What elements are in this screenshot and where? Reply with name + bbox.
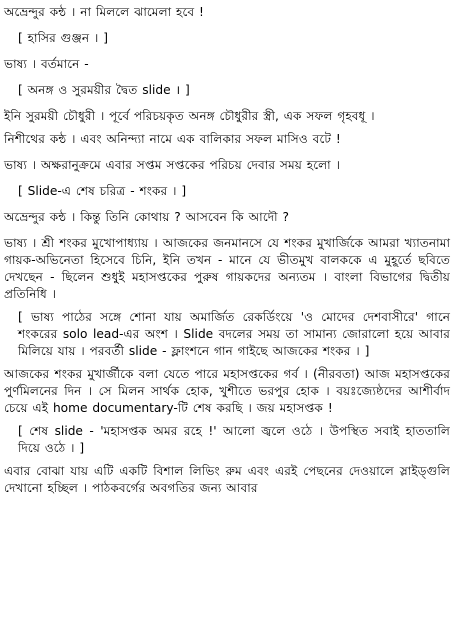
script-paragraph: অভ্রেন্দুর কন্ঠ । না মিললে ঝামেলা হবে ! — [4, 5, 204, 19]
script-paragraph: আজকের শংকর মুখার্জীকে বলা যেতে পারে মহাসপ্তকের গর্ব । (নীরবতা) আজ মহাসপ্তকের পুর্ণমিলনের দিন । সে মিলন সার্থক হোক, খুশীতে ভরপুর হোক । বয়ঃজ্যেষ্ঠদের আশীর্বাদ চেয়ে এই home documentary-টি শেষ করছি । জয় মহাসপ্তক ! — [4, 367, 450, 415]
stage-direction: [ অনঙ্গ ও সুরময়ীর দ্বৈত slide । ] — [18, 83, 190, 97]
script-paragraph: ইনি সুরময়ী চৌধুরী । পূর্বে পরিচয়কৃত অনঙ্গ চৌধুরীর স্ত্রী, এক সফল গৃহবধূ । — [4, 109, 375, 123]
stage-direction: [ শেষ slide - 'মহাসপ্তক অমর রহে !' আলো জ্বলে ওঠে । উপস্থিত সবাই হাততালি দিয়ে ওঠে । ] — [18, 424, 450, 455]
stage-direction: [ ভাষ্য পাঠের সঙ্গে শোনা যায় অমার্জিত রেকর্ডিংয়ে 'ও মোদের দেশবাসীরে' গানে শংকরের solo lead-এর অংশ । Slide বদলের সময় তা সামান্য জোরালো হয়ে আবার মিলিয়ে যায় । পরবর্তী slide - ফ্লাংশনে গান গাইছে আজকের শংকর । ] — [18, 310, 450, 358]
script-paragraph: নিশীথের কন্ঠ । এবং অনিন্দ্যা নামে এক বালিকার সফল মাসিও বটে ! — [4, 132, 341, 146]
script-paragraph: ভাষ্য । শ্রী শংকর মুখোপাধ্যায় । আজকের জনমানসে যে শংকর মুখার্জিকে আমরা খ্যাতনামা গায়ক-অভিনেতা হিসেবে চিনি, ইনি তখন - মানে যে ভীতমুখ বালককে এ মুহূর্তে ছবিতে দেখছেন - ছিলেন শুধুই মহাসপ্তকের পুরুষ গায়কদের অন্যতম । বাংলা বিভাগের দ্বিতীয় প্রতিনিধি । — [4, 236, 450, 301]
stage-direction: [ হাসির গুঞ্জন । ] — [18, 31, 109, 45]
script-paragraph: এবার বোঝা যায় এটি একটি বিশাল লিভিং রুম এবং এরই পেছনের দেওয়ালে স্লাইড্গুলি দেখানো হচ্ছিল । পাঠকবর্গের অবগতির জন্য আবার — [4, 464, 450, 495]
script-paragraph: ভাষ্য । বর্তমানে - — [4, 57, 89, 71]
script-paragraph: অভ্রেন্দুর কন্ঠ । কিন্তু তিনি কোথায় ? আসবেন কি আদৌ ? — [4, 210, 289, 224]
script-paragraph: ভাষ্য । অক্ষরানুক্রমে এবার সপ্তম সপ্তকের পরিচয় দেবার সময় হলো । — [4, 158, 340, 172]
stage-direction: [ Slide-এ শেষ চরিত্র - শংকর । ] — [18, 184, 187, 198]
